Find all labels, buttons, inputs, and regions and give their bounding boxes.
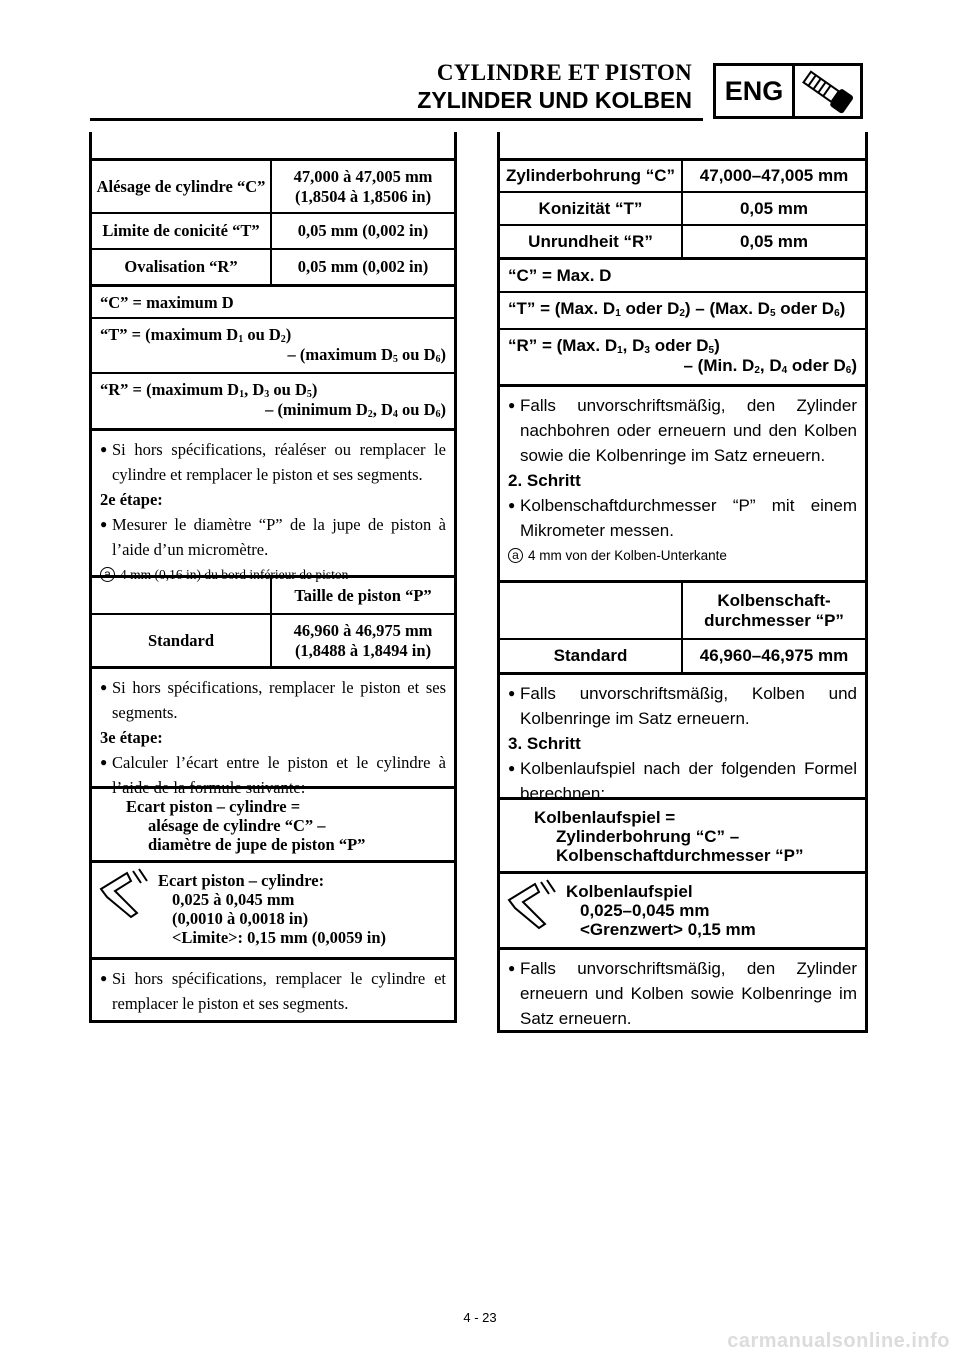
eng-badge <box>713 63 863 119</box>
piston-table-header <box>92 575 454 613</box>
title-fr: CYLINDRE ET PISTON <box>436 60 692 85</box>
instructions-block-1 <box>92 428 454 582</box>
page-number: 4 - 23 <box>463 1310 497 1325</box>
watermark: carmanualsonline.info <box>727 1330 950 1352</box>
caliper-icon <box>92 863 158 957</box>
spec-value: 0,05 mm <box>739 198 809 218</box>
bullet-item: ● Mesurer le diamètre “P” de la jupe de piston à l’aide d’un micromètre. <box>100 515 446 559</box>
piston-header: Kolbenschaft- durchmesser “P” <box>704 590 844 630</box>
column-fr <box>89 132 457 1023</box>
spec-row-oval <box>92 248 454 284</box>
piston-table-row <box>92 613 454 666</box>
spec-value: 0,05 mm (0,002 in) <box>297 257 429 276</box>
clearance-formula: Ecart piston – cylindre = alésage de cylindre “C” – diamètre de jupe de piston “P” <box>92 786 454 860</box>
spec-row-bore <box>92 158 454 212</box>
piston-table-header <box>500 580 865 638</box>
spec-label: Limite de conicité “T” <box>92 214 272 248</box>
spec-value: 47,000 à 47,005 mm (1,8504 à 1,8506 in) <box>293 166 433 206</box>
bullet-item: ● Si hors spécifications, remplacer le cylindre et remplacer le piston et ses segments. <box>100 969 446 1013</box>
step-label: 3e étape: <box>100 728 163 747</box>
instructions-block-2 <box>92 666 454 797</box>
spec-label: Zylinderbohrung “C” <box>500 161 683 191</box>
spec-value: 0,05 mm (0,002 in) <box>297 221 429 240</box>
clearance-spec: Ecart piston – cylindre: 0,025 à 0,045 mm (0,0010 à 0,0018 in) <Limite>: 0,15 mm (0,0059 in) <box>92 860 454 957</box>
spec-value: 0,05 mm <box>739 231 809 251</box>
spec-value: 47,000–47,005 mm <box>699 166 849 185</box>
bullet-item: ● Si hors spécifications, réaléser ou remplacer le cylindre et remplacer le piston et ses segments. <box>100 440 446 484</box>
formula-c: “C” = maximum D <box>92 284 454 317</box>
instructions-block-3 <box>500 947 865 1030</box>
bullet-item: ● Calculer l’écart entre le piston et le cylindre à l’aide de la formule suivante: <box>100 753 446 797</box>
spec-row-taper <box>500 191 865 224</box>
engine-wrench-icon <box>795 66 860 116</box>
piston-label: Standard <box>500 640 683 672</box>
title-de: ZYLINDER UND KOLBEN <box>417 87 692 113</box>
step-label: 2. Schritt <box>508 471 581 490</box>
caliper-icon <box>500 874 566 947</box>
spec-row-round <box>500 224 865 257</box>
eng-badge-label: ENG <box>716 66 795 116</box>
step-label: 3. Schritt <box>508 734 581 753</box>
piston-label: Standard <box>92 615 272 666</box>
piston-value: 46,960 à 46,975 mm (1,8488 à 1,8494 in) <box>293 620 433 660</box>
instructions-block-1 <box>500 384 865 580</box>
note: a 4 mm (0,16 in) du bord inférieur de piston <box>100 562 446 587</box>
spec-row-taper <box>92 212 454 248</box>
clearance-spec: Kolbenlaufspiel 0,025–0,045 mm <Grenzwert> 0,15 mm <box>500 871 865 947</box>
formula-r: “R” = (maximum $D_1$, $D_3$ ou $D_5$) – (minimum $D_2$, $D_4$ ou $D_6$) <box>92 372 454 428</box>
formula-r: “R” = (Max. $D_1$, $D_3$ oder $D_5$) – (Min. $D_2$, $D_4$ oder $D_6$) <box>500 328 865 384</box>
step-label: 2e étape: <box>100 490 163 509</box>
bullet-item: ● Falls unvorschriftsmäßig, Kolben und Kolbenringe im Satz erneuern. <box>508 684 857 728</box>
formula-t: “T” = (Max. $D_1$ oder $D_2) - (Max$. $D_5$ oder $D_6$) <box>500 291 865 328</box>
instructions-block-2 <box>500 672 865 803</box>
column-de <box>497 132 868 1033</box>
bullet-item: ● Kolbenlaufspiel nach der folgenden Formel berechnen: <box>508 759 857 803</box>
bullet-item: ● Kolbenschaftdurchmesser “P” mit einem Mikrometer messen. <box>508 496 857 540</box>
spec-label: Alésage de cylindre “C” <box>92 161 272 212</box>
spec-label: Unrundheit “R” <box>500 226 683 257</box>
bullet-item: ● Falls unvorschriftsmäßig, den Zylinder nachbohren oder erneuern und den Kolben sowie die Kolbenringe im Satz erneuern. <box>508 396 857 465</box>
spec-label: Konizität “T” <box>500 193 683 224</box>
header-rule <box>90 118 703 121</box>
formula-c: “C” = Max. D <box>500 257 865 291</box>
piston-table-row <box>500 638 865 672</box>
callout-a-icon: a <box>508 548 523 563</box>
piston-value: 46,960–46,975 mm <box>699 646 849 665</box>
formula-t: “T” = (maximum $D_1$ ou $D_2$) – (maximum $D_5$ ou $D_6$) <box>92 317 454 372</box>
bullet-item: ● Falls unvorschriftsmäßig, den Zylinder erneuern und Kolben sowie Kolbenringe im Satz erneuern. <box>508 959 857 1028</box>
spec-row-bore <box>500 158 865 191</box>
instructions-block-3 <box>92 957 454 1020</box>
bullet-item: ● Si hors spécifications, remplacer le piston et ses segments. <box>100 678 446 722</box>
piston-header: Taille de piston “P” <box>294 585 432 605</box>
clearance-formula: Kolbenlaufspiel = Zylinderbohrung “C” – Kolbenschaftdurchmesser “P” <box>500 797 865 871</box>
note: a 4 mm von der Kolben-Unterkante <box>508 543 857 568</box>
callout-a-icon: a <box>100 567 115 582</box>
spec-label: Ovalisation “R” <box>92 250 272 284</box>
